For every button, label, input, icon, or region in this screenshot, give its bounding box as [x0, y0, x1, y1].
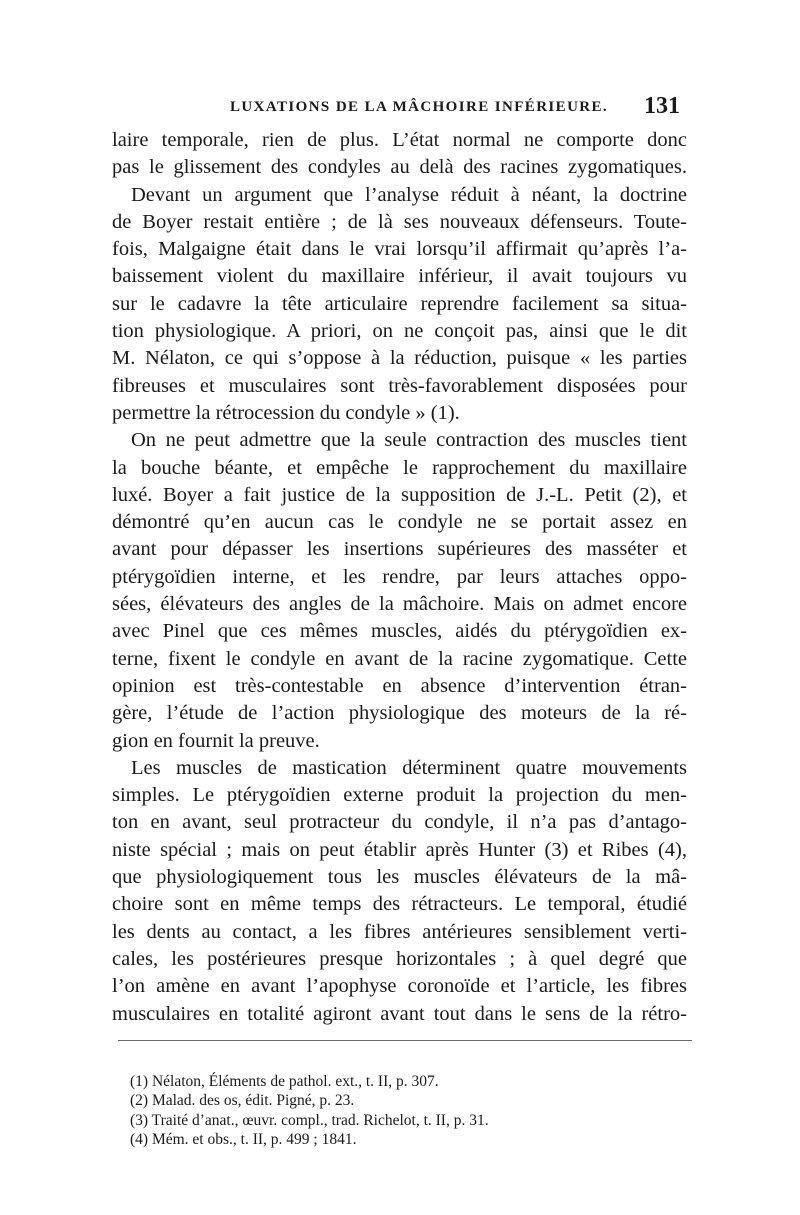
text-line: sur le cadavre la tête articulaire reprendre facilement sa situa-: [112, 292, 687, 315]
text-line: luxé. Boyer a fait justice de la supposition de J.-L. Petit (2), et: [112, 483, 687, 506]
text-line: baissement violent du maxillaire inférieur, il avait toujours vu: [112, 265, 687, 288]
text-line: fois, Malgaigne était dans le vrai lorsqu’il affirmait qu’après l’a-: [112, 238, 687, 261]
footnote-2: (2) Malad. des os, édit. Pigné, p. 23.: [130, 1092, 355, 1110]
text-line: M. Nélaton, ce qui s’oppose à la réduction, puisque « les parties: [112, 347, 687, 370]
text-line: terne, fixent le condyle en avant de la racine zygomatique. Cette: [112, 647, 687, 670]
footnotes: [130, 1072, 650, 1149]
footnote-3: (3) Traité d’anat., œuvr. compl., trad. Richelot, t. II, p. 31.: [130, 1111, 489, 1129]
paragraph-first-line: On ne peut admettre que la seule contraction des muscles tient: [131, 429, 687, 452]
text-line: niste spécial ; mais on peut établir après Hunter (3) et Ribes (4),: [112, 838, 687, 861]
text-line: ton en avant, seul protracteur du condyle, il n’a pas d’antago-: [112, 811, 687, 834]
running-title: LUXATIONS DE LA MÂCHOIRE INFÉRIEURE.: [230, 99, 609, 115]
footnote-4: (4) Mém. et obs., t. II, p. 499 ; 1841.: [130, 1130, 357, 1148]
text-line: gère, l’étude de l’action physiologique des moteurs de la ré-: [112, 702, 687, 725]
text-line: laire temporale, rien de plus. L’état normal ne comporte donc: [112, 129, 687, 151]
text-line: avant pour dépasser les insertions supérieures des masséter et: [112, 538, 687, 561]
page-number: 131: [644, 93, 680, 119]
text-line: avec Pinel que ces mêmes muscles, aidés du ptérygoïdien ex-: [112, 620, 687, 643]
text-line: musculaires en totalité agiront avant tout dans le sens de la rétro-: [112, 1002, 687, 1025]
running-head: [230, 93, 680, 123]
text-line: la bouche béante, et empêche le rapprochement du maxillaire: [112, 456, 687, 479]
text-line: de Boyer restait entière ; de là ses nouveaux défenseurs. Toute-: [112, 210, 687, 233]
text-line: pas le glissement des condyles au delà des racines zygomatiques.: [112, 156, 687, 179]
paragraph-first-line: Devant un argument que l’analyse réduit à néant, la doctrine: [131, 183, 687, 206]
paragraph-first-line: Les muscles de mastication déterminent quatre mouvements: [131, 756, 687, 779]
footnote-1: (1) Nélaton, Éléments de pathol. ext., t. II, p. 307.: [130, 1073, 439, 1090]
paragraph-last-line: gion en fournit la preuve.: [112, 729, 320, 752]
text-line: choire sont en même temps des rétracteurs. Le temporal, étudié: [112, 893, 687, 916]
text-line: démontré qu’en aucun cas le condyle ne se portait assez en: [112, 511, 687, 534]
text-line: tion physiologique. A priori, on ne conçoit pas, ainsi que le dit: [112, 320, 687, 343]
body-text: [112, 127, 687, 1028]
text-line: que physiologiquement tous les muscles élévateurs de la mâ-: [112, 866, 687, 889]
text-line: opinion est très-contestable en absence d’intervention étran-: [112, 674, 687, 697]
text-line: sées, élévateurs des angles de la mâchoire. Mais on admet encore: [112, 593, 687, 616]
text-line: fibreuses et musculaires sont très-favorablement disposées pour: [112, 374, 687, 397]
text-line: ptérygoïdien interne, et les rendre, par leurs attaches oppo-: [112, 565, 687, 588]
paragraph-last-line: permettre la rétrocession du condyle » (1).: [112, 401, 460, 424]
text-line: simples. Le ptérygoïdien externe produit la projection du men-: [112, 784, 687, 807]
text-line: les dents au contact, a les fibres antérieures sensiblement verti-: [112, 920, 687, 943]
text-line: cales, les postérieures presque horizontales ; à quel degré que: [112, 947, 687, 970]
footnote-rule: [118, 1040, 692, 1041]
text-line: l’on amène en avant l’apophyse coronoïde et l’article, les fibres: [112, 975, 687, 998]
